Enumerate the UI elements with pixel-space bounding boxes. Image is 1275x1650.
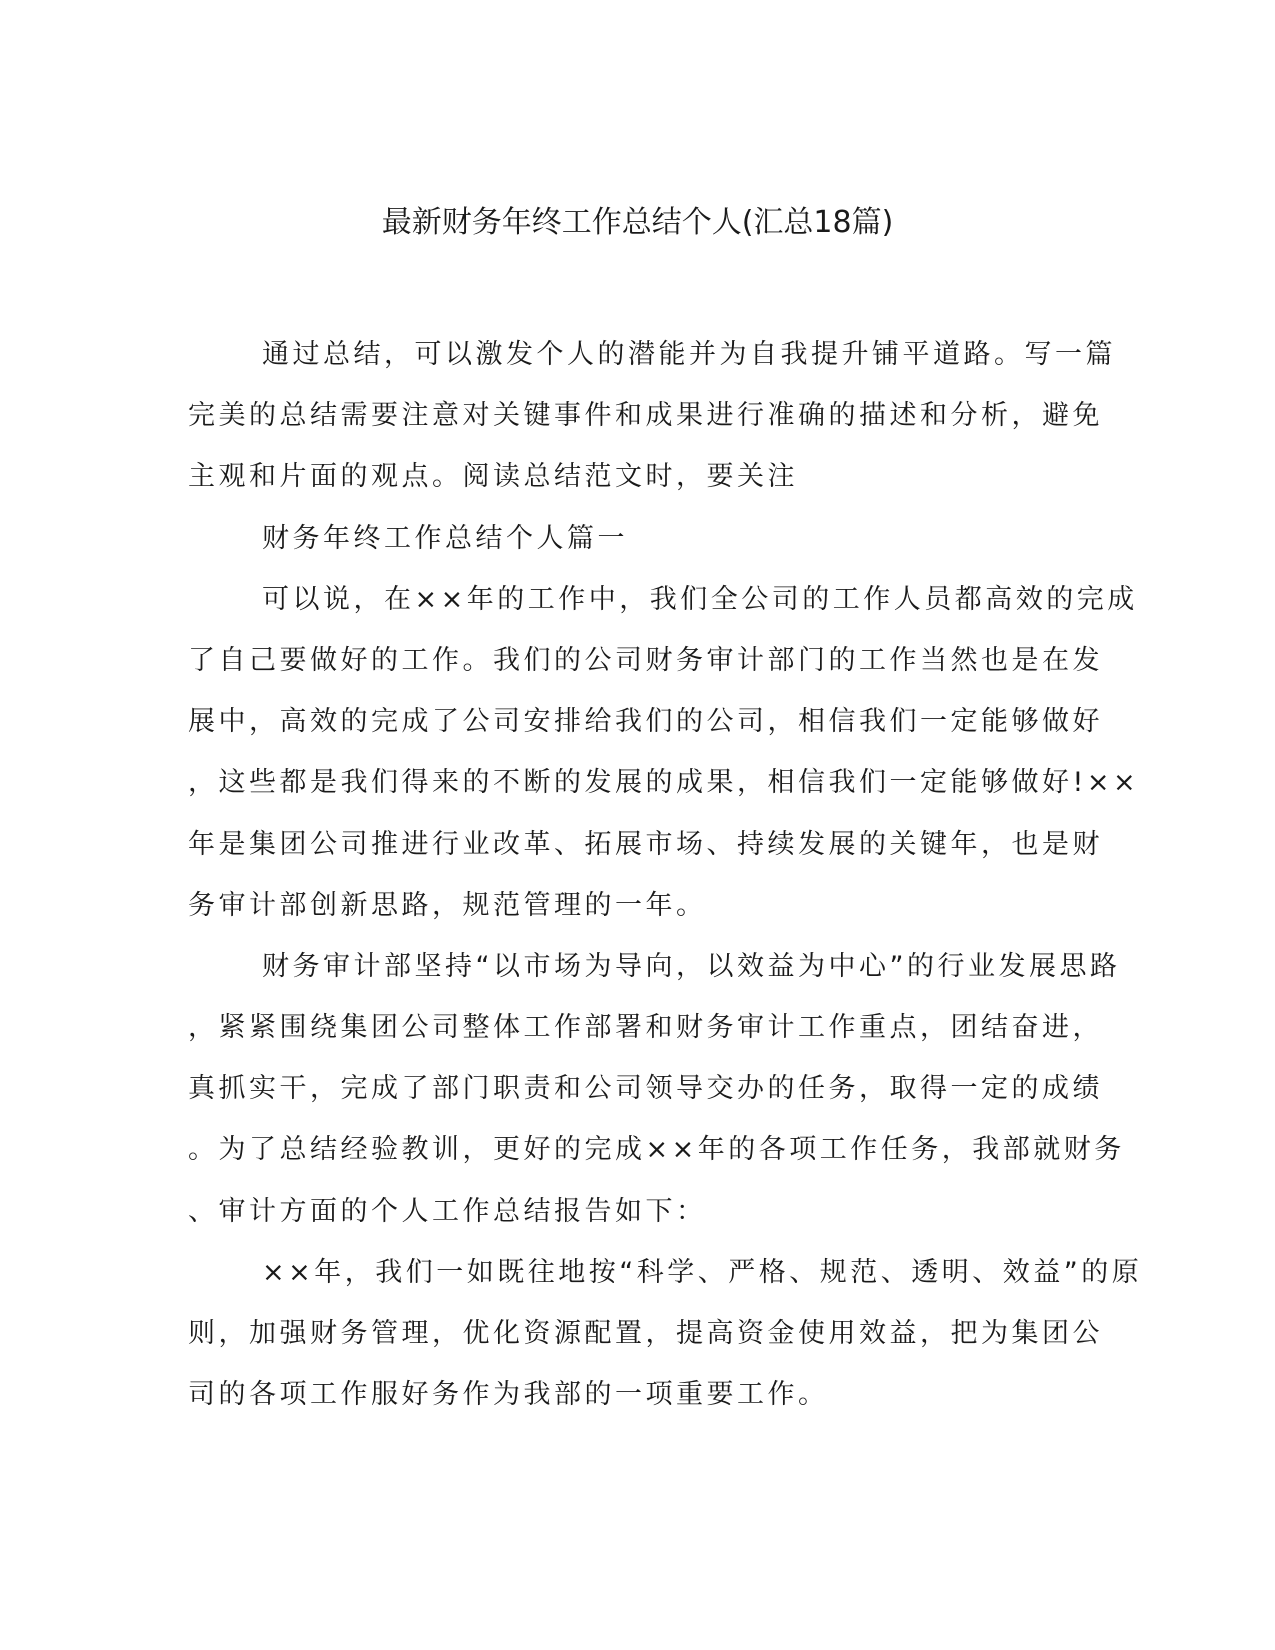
paragraph-line: ，这些都是我们得来的不断的发展的成果，相信我们一定能够做好!×× <box>188 767 1140 799</box>
paragraph-line: 了自己要做好的工作。我们的公司财务审计部门的工作当然也是在发 <box>188 644 1103 676</box>
paragraph-line: 年是集团公司推进行业改革、拓展市场、持续发展的关键年，也是财 <box>188 828 1103 860</box>
paragraph-line: ××年，我们一如既往地按“科学、严格、规范、透明、效益”的原 <box>262 1256 1143 1288</box>
paragraph-line: 可以说，在××年的工作中，我们全公司的工作人员都高效的完成 <box>262 583 1138 615</box>
paragraph-line: 完美的总结需要注意对关键事件和成果进行准确的描述和分析，避免 <box>188 400 1103 432</box>
paragraph-line: 主观和片面的观点。阅读总结范文时，要关注 <box>188 461 798 493</box>
paragraph-line: ，紧紧围绕集团公司整体工作部署和财务审计工作重点，团结奋进， <box>188 1012 1103 1044</box>
section-heading: 财务年终工作总结个人篇一 <box>262 522 628 554</box>
paragraph-line: 、审计方面的个人工作总结报告如下： <box>188 1195 707 1227</box>
paragraph-line: 司的各项工作服好务作为我部的一项重要工作。 <box>188 1379 829 1411</box>
paragraph-line: 展中，高效的完成了公司安排给我们的公司，相信我们一定能够做好 <box>188 706 1103 738</box>
paragraph-line: 真抓实干，完成了部门职责和公司领导交办的任务，取得一定的成绩 <box>188 1073 1103 1105</box>
paragraph-line: 务审计部创新思路，规范管理的一年。 <box>188 889 707 921</box>
paragraph-line: 则，加强财务管理，优化资源配置，提高资金使用效益，把为集团公 <box>188 1318 1103 1349</box>
document-body <box>188 324 1143 1425</box>
document-title: 最新财务年终工作总结个人(汇总18篇) <box>381 205 894 240</box>
paragraph-line: 财务审计部坚持“以市场为导向，以效益为中心”的行业发展思路 <box>262 950 1121 982</box>
paragraph-line: 通过总结，可以激发个人的潜能并为自我提升铺平道路。写一篇 <box>262 339 1116 370</box>
paragraph-line: 。为了总结经验教训，更好的完成××年的各项工作任务，我部就财务 <box>188 1134 1125 1166</box>
